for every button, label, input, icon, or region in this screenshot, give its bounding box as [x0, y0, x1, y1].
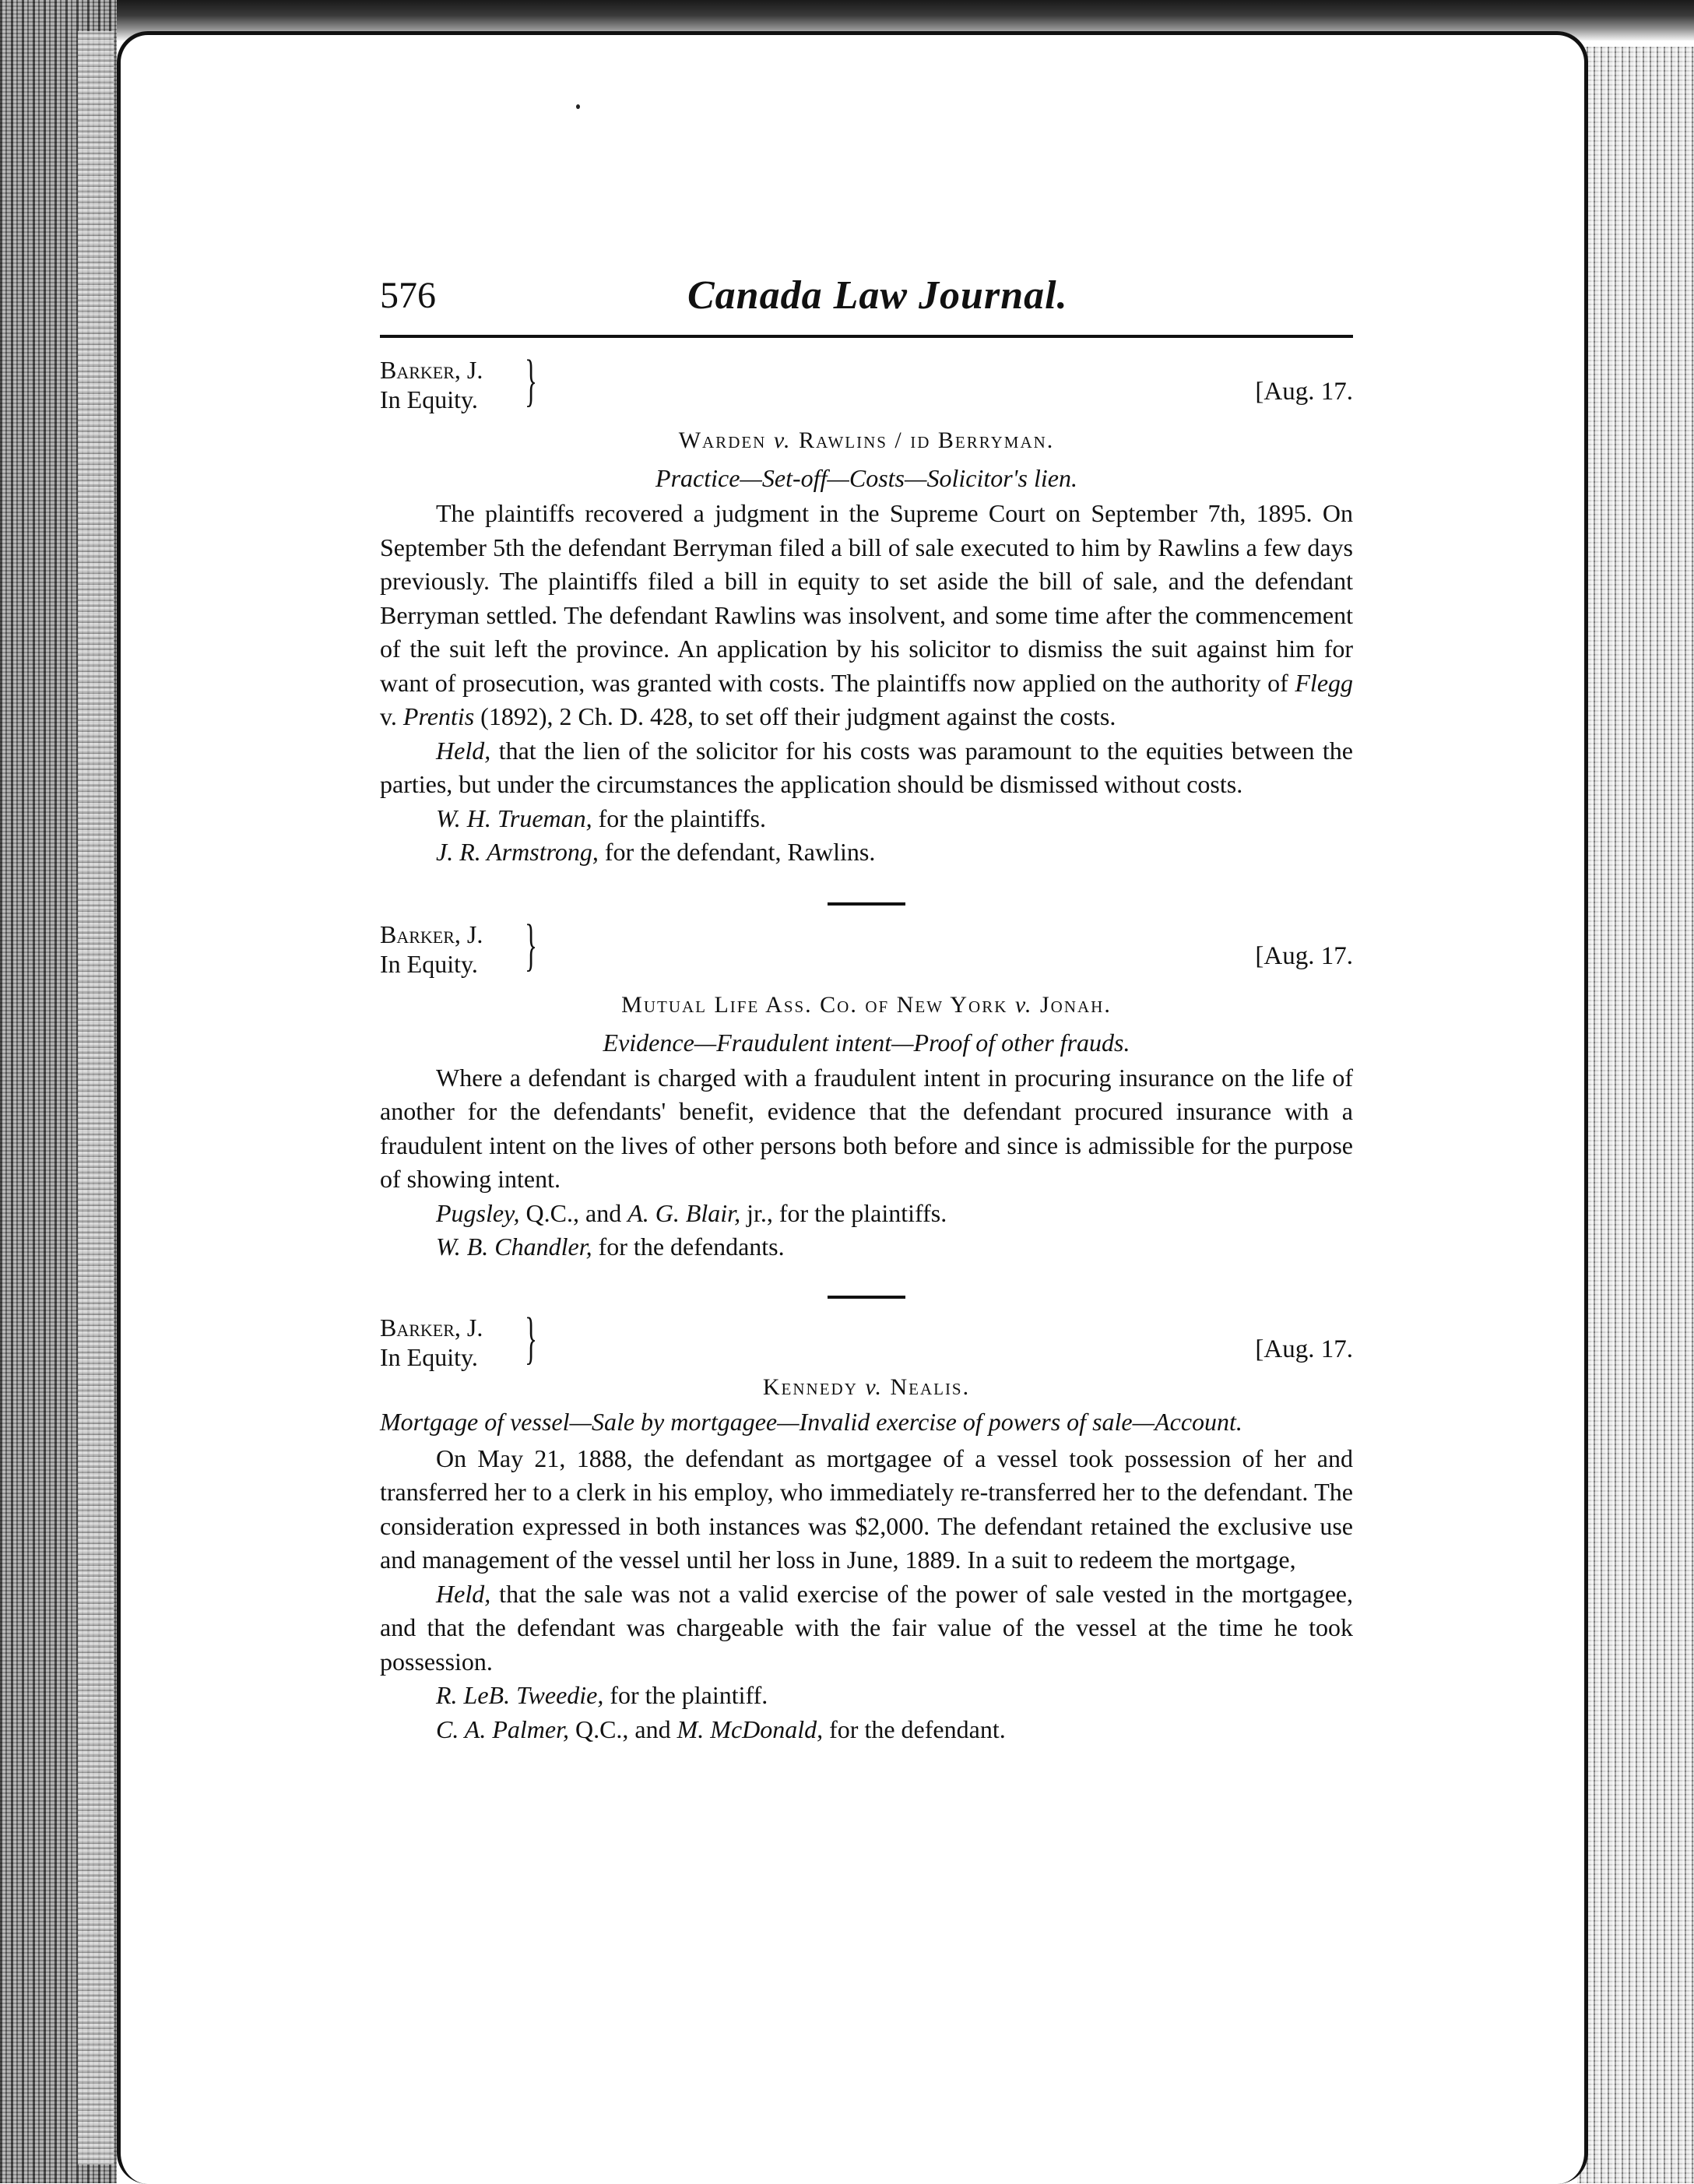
case-mutual-life-v-jonah: [380, 913, 1353, 1264]
case-paragraph: [380, 1061, 1353, 1197]
counsel-name: Pugsley,: [436, 1198, 520, 1227]
counsel-line: [380, 835, 1353, 870]
court-block: [380, 349, 1353, 416]
counsel-name: W. H. Trueman,: [436, 804, 592, 832]
holding-paragraph: [380, 734, 1353, 802]
case-paragraph: [380, 1442, 1353, 1577]
counsel-name: C. A. Palmer,: [436, 1714, 569, 1743]
scan-border-left-noise: [78, 31, 114, 2165]
counsel-role: for the plaintiffs.: [598, 804, 766, 832]
case-versus: v.: [865, 1373, 883, 1400]
section-divider: [828, 1296, 905, 1299]
citation-party-a: Flegg: [1295, 668, 1354, 697]
case-versus: v.: [1014, 991, 1033, 1018]
brace-glyph: }: [525, 1306, 537, 1370]
counsel-line: [380, 1679, 1353, 1713]
scan-border-right: [1577, 47, 1694, 2183]
decision-date: [Aug. 17.: [1255, 941, 1353, 970]
case-body: [380, 1061, 1353, 1197]
case-subject: Evidence—Fraudulent intent—Proof of other frauds.: [603, 1028, 1130, 1057]
paragraph-text: that the lien of the solicitor for his costs was paramount to the equities between the parties, but under the circumstances the application should be dismissed without costs.: [380, 736, 1354, 798]
case-subject: Mortgage of vessel—Sale by mortgagee—Invalid exercise of powers of sale—Account.: [380, 1407, 1242, 1436]
court-block: [380, 913, 1353, 980]
page-number: 576: [380, 275, 436, 316]
journal-title: Canada Law Journal.: [687, 273, 1068, 318]
counsel-qualifier: Q.C., and: [525, 1198, 622, 1227]
brace-glyph: }: [525, 349, 537, 413]
held-label: Held,: [436, 1579, 491, 1608]
court-block: [380, 1306, 1353, 1373]
counsel-role: for the plaintiff.: [610, 1681, 768, 1709]
paragraph-text: (1892), 2 Ch. D. 428, to set off their judgment against the costs.: [480, 702, 1116, 730]
court-name: In Equity.: [380, 949, 478, 978]
paragraph-text: that the sale was not a valid exercise of the power of sale vested in the mortgagee, and that the defendant was chargeable with the fair value of the vessel at the time he took possession.: [380, 1579, 1354, 1676]
counsel-line: [380, 1713, 1353, 1747]
court-name: In Equity.: [380, 385, 478, 413]
case-plaintiff: Kennedy: [762, 1373, 858, 1400]
decision-date: [Aug. 17.: [1255, 378, 1353, 406]
counsel-qualifier: Q.C., and: [575, 1714, 671, 1743]
counsel-name: W. B. Chandler,: [436, 1233, 592, 1261]
case-title: [380, 424, 1353, 458]
case-defendant: Rawlins / id Berryman.: [798, 427, 1055, 453]
decision-date: [Aug. 17.: [1255, 1335, 1353, 1363]
counsel-name: M. McDonald,: [677, 1714, 824, 1743]
judge-name: Barker, J.: [380, 920, 483, 948]
counsel-role: jr., for the plaintiffs.: [747, 1198, 947, 1227]
case-plaintiff: Warden: [678, 427, 767, 453]
paragraph-text: The plaintiffs recovered a judgment in the Supreme Court on September 7th, 1895. On September 5th the defendant Berryman filed a bill of sale executed to him by Rawlins a few days previously. The plaintiffs filed a bill in equity to set aside the bill of sale, and the defendant Berryman settled. The defendant Rawlins was insolvent, and some time after the commencement of the suit left the province. An application by his solicitor to dismiss the suit against him for want of prosecution, was granted with costs. The plaintiffs now applied on the authority of: [380, 499, 1353, 697]
case-body: [380, 497, 1353, 802]
case-kennedy-v-nealis: [380, 1306, 1354, 1747]
counsel-name: A. G. Blair,: [627, 1198, 741, 1227]
case-defendant: Nealis.: [890, 1373, 971, 1400]
case-body: [380, 1442, 1353, 1679]
counsel-line: [380, 1230, 1353, 1264]
case-plaintiff: Mutual Life Ass. Co. of New York: [621, 991, 1008, 1018]
counsel-role: for the defendant.: [829, 1714, 1006, 1743]
scan-border-left: [0, 0, 117, 2183]
case-title: [380, 1370, 1353, 1405]
judge-name: Barker, J.: [380, 1313, 483, 1342]
counsel-line: [380, 802, 1353, 836]
counsel-name: R. LeB. Tweedie,: [436, 1681, 604, 1709]
case-paragraph: [380, 497, 1353, 734]
counsel-role: for the defendants.: [598, 1233, 785, 1261]
scan-speck: [576, 104, 580, 109]
case-subject: Practice—Set-off—Costs—Solicitor's lien.: [655, 464, 1077, 492]
judge-name: Barker, J.: [380, 356, 483, 384]
case-warden-v-rawlins: [380, 349, 1354, 870]
case-defendant: Jonah.: [1040, 991, 1112, 1018]
counsel-name: J. R. Armstrong,: [436, 838, 599, 866]
counsel-line: [380, 1197, 1353, 1231]
brace-glyph: }: [525, 913, 537, 977]
holding-paragraph: [380, 1577, 1353, 1679]
court-name: In Equity.: [380, 1342, 478, 1371]
counsel-role: for the defendant, Rawlins.: [604, 838, 876, 866]
paragraph-text: On May 21, 1888, the defendant as mortgagee of a vessel took possession of her and transferred her to a clerk in his employ, who immediately re-transferred her to the defendant. The consideration expressed in both instances was $2,000. The defendant retained the exclusive use and management of the vessel until her loss in June, 1889. In a suit to redeem the mortgage,: [380, 1444, 1353, 1574]
case-versus: v.: [773, 427, 792, 453]
case-title: [380, 988, 1353, 1022]
running-head: [380, 273, 1353, 338]
held-label: Held,: [436, 736, 491, 765]
citation-party-b: Prentis: [402, 702, 475, 730]
paragraph-text: Where a defendant is charged with a fraudulent intent in procuring insurance on the life of another for the defendants' benefit, evidence that the defendant procured insurance with a fraudulent intent on the lives of other persons both before and since is admissible for the purpose of showing intent.: [380, 1063, 1353, 1193]
page-content: [380, 273, 1353, 1746]
section-divider: [828, 902, 905, 906]
citation-versus: v.: [380, 702, 397, 730]
